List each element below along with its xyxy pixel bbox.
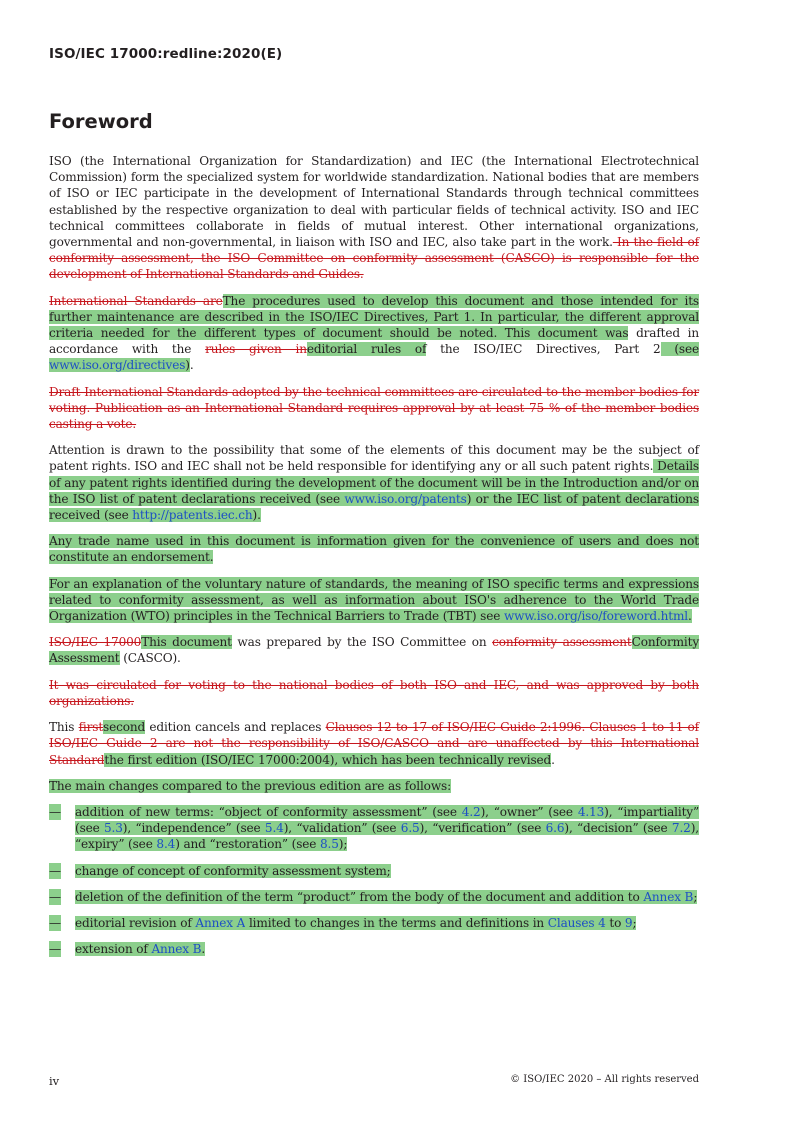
reference-link[interactable]: 4.13 xyxy=(577,804,605,819)
reference-link[interactable]: Annex A xyxy=(195,915,246,930)
main-changes-list xyxy=(49,804,699,957)
paragraph xyxy=(49,576,699,625)
inserted-text: extension of xyxy=(75,942,152,957)
document-id-header: ISO/IEC 17000:redline:2020(E) xyxy=(49,46,283,62)
foreword-body xyxy=(49,153,699,967)
reference-link[interactable]: 5.3 xyxy=(104,821,123,836)
list-item xyxy=(49,941,699,957)
inserted-text: ; xyxy=(693,889,698,904)
list-dash: — xyxy=(49,863,61,878)
paragraph xyxy=(49,384,699,433)
body-text: drafted in accordance with the xyxy=(49,326,699,357)
inserted-text: ; xyxy=(632,915,637,930)
reference-link[interactable]: www.iso.org/patents xyxy=(344,491,467,506)
inserted-text: The procedures used to develop this document and those intended for its further maintenance are described in the ISO/IEC Directives, Part 1. In particular, the different approval criteria needed for the different types of document should be noted. This document was xyxy=(49,293,699,341)
inserted-text: ), “owner” (see xyxy=(480,804,578,819)
paragraph-container xyxy=(49,153,699,794)
body-text: ISO (the International Organization for Standardization) and IEC (the International Electrotechnical Commission) form the specialized system for worldwide standardization. National bodies that are members of ISO or IEC participate in the development of International Standards through technical committees established by the respective organization to deal with particular fields of technical activity. ISO and IEC technical committees collaborate in fields of mutual interest. Other international organizations, governmental and non-governmental, in liaison with ISO and IEC, also take part in the work. xyxy=(49,154,699,250)
inserted-text: change of concept of conformity assessment system; xyxy=(75,863,391,878)
reference-link[interactable]: 8.5 xyxy=(319,837,339,852)
reference-link[interactable]: Annex B xyxy=(643,889,694,904)
reference-link[interactable]: 8.4 xyxy=(156,837,176,852)
reference-link[interactable]: www.iso.org/directives xyxy=(49,358,186,373)
body-text: the ISO/IEC Directives, Part 2 xyxy=(426,342,661,357)
inserted-text: ). xyxy=(252,508,261,523)
list-item xyxy=(49,804,699,853)
deleted-text: International Standards are xyxy=(49,293,223,308)
body-text: . xyxy=(551,752,555,767)
inserted-text: . xyxy=(201,942,206,957)
list-item xyxy=(49,915,699,931)
deleted-text: It was circulated for voting to the national bodies of both ISO and IEC, and was approved by both organizations. xyxy=(49,677,699,708)
inserted-text: ), “validation” (see xyxy=(283,821,401,836)
deleted-text: ISO/IEC 17000 xyxy=(49,635,142,650)
paragraph xyxy=(49,153,699,283)
reference-link[interactable]: www.iso.org/iso/foreword.html xyxy=(503,609,689,624)
inserted-text: second xyxy=(103,720,146,735)
paragraph xyxy=(49,293,699,374)
inserted-text: editorial rules of xyxy=(306,342,427,357)
inserted-text: Conformity Assessment xyxy=(49,635,699,666)
inserted-text: editorial revision of xyxy=(75,915,196,930)
body-text: Attention is drawn to the possibility that some of the elements of this document may be the subject of patent rights. ISO and IEC shall not be held responsible for identifying any or all such patent rights. xyxy=(49,443,699,474)
reference-link[interactable]: 4.2 xyxy=(461,804,481,819)
list-dash: — xyxy=(49,889,61,904)
deleted-text: first xyxy=(78,720,104,735)
inserted-text: ), “expiry” (see xyxy=(75,821,699,852)
reference-link[interactable]: 7.2 xyxy=(671,821,691,836)
body-text: was prepared by the ISO Committee on xyxy=(231,635,493,650)
deleted-text: rules given in xyxy=(205,342,307,357)
inserted-text: ) and “restoration” (see xyxy=(175,837,320,852)
reference-link[interactable]: 5.4 xyxy=(264,821,284,836)
reference-link[interactable]: http://patents.iec.ch xyxy=(132,508,253,523)
reference-link[interactable]: Annex B xyxy=(151,942,202,957)
deleted-text: Draft International Standards adopted by the technical committees are circulated to the member bodies for voting. Publication as an International Standard requires approval by at least 75 % of the member bodies casting a vote. xyxy=(49,384,699,432)
page-number: iv xyxy=(49,1074,60,1088)
body-text: . xyxy=(189,358,194,373)
copyright-notice: © ISO/IEC 2020 – All rights reserved xyxy=(510,1074,699,1085)
inserted-text: ), “decision” (see xyxy=(564,821,672,836)
paragraph xyxy=(49,442,699,523)
inserted-text: limited to changes in the terms and definitions in xyxy=(245,915,548,930)
paragraph xyxy=(49,634,699,666)
inserted-text: ) xyxy=(185,358,190,373)
deleted-text: Clauses 12 to 17 of ISO/IEC Guide 2:1996. Clauses 1 to 11 of ISO/IEC Guide 2 are not the responsibility of ISO/CASCO and are unaffected by this International Standard xyxy=(49,720,700,767)
reference-link[interactable]: 9 xyxy=(624,915,633,930)
paragraph xyxy=(49,719,699,768)
inserted-text: (see xyxy=(660,342,699,357)
inserted-text: to xyxy=(605,915,625,930)
list-dash: — xyxy=(49,804,61,819)
inserted-text: the first edition (ISO/IEC 17000:2004), which has been technically revised xyxy=(104,752,552,767)
paragraph xyxy=(49,677,699,709)
list-dash: — xyxy=(49,942,61,957)
inserted-text: ); xyxy=(338,837,348,852)
reference-link[interactable]: Clauses 4 xyxy=(547,915,606,930)
body-text: edition cancels and replaces xyxy=(145,720,326,735)
list-item xyxy=(49,889,699,905)
inserted-text: This document xyxy=(141,635,232,650)
deleted-text: In the field of conformity assessment, the ISO Committee on conformity assessment (CASCO) is responsible for the development of International Standards and Guides. xyxy=(49,235,700,282)
page-title: Foreword xyxy=(49,110,153,133)
list-dash: — xyxy=(49,915,61,930)
inserted-text: ), “verification” (see xyxy=(419,821,546,836)
inserted-text: For an explanation of the voluntary nature of standards, the meaning of ISO specific terms and expressions related to conformity assessment, as well as information about ISO's adherence to the World Trade Organization (WTO) principles in the Technical Barriers to Trade (TBT) see xyxy=(49,576,699,624)
body-text: This xyxy=(49,720,79,735)
paragraph xyxy=(49,533,699,565)
inserted-text: The main changes compared to the previous edition are as follows: xyxy=(49,778,451,793)
inserted-text: ), “impartiality” (see xyxy=(75,804,699,836)
inserted-text: addition of new terms: “object of conformity assessment” (see xyxy=(75,804,462,819)
inserted-text: . xyxy=(688,609,692,624)
deleted-text: conformity assessment xyxy=(492,635,632,650)
body-text: (CASCO). xyxy=(119,651,181,666)
paragraph xyxy=(49,778,699,794)
reference-link[interactable]: 6.5 xyxy=(400,821,420,836)
reference-link[interactable]: 6.6 xyxy=(545,821,565,836)
inserted-text: deletion of the definition of the term “product” from the body of the document and addition to xyxy=(75,889,644,904)
inserted-text: ), “independence” (see xyxy=(122,821,265,836)
list-item xyxy=(49,863,699,879)
inserted-text: Details of any patent rights identified during the development of the document will be in the Introduction and/or on the ISO list of patent declarations received (see xyxy=(49,459,699,506)
inserted-text: ) or the IEC list of patent declarations received (see xyxy=(49,491,699,523)
inserted-text: Any trade name used in this document is information given for the convenience of users and does not constitute an endorsement. xyxy=(49,534,699,565)
